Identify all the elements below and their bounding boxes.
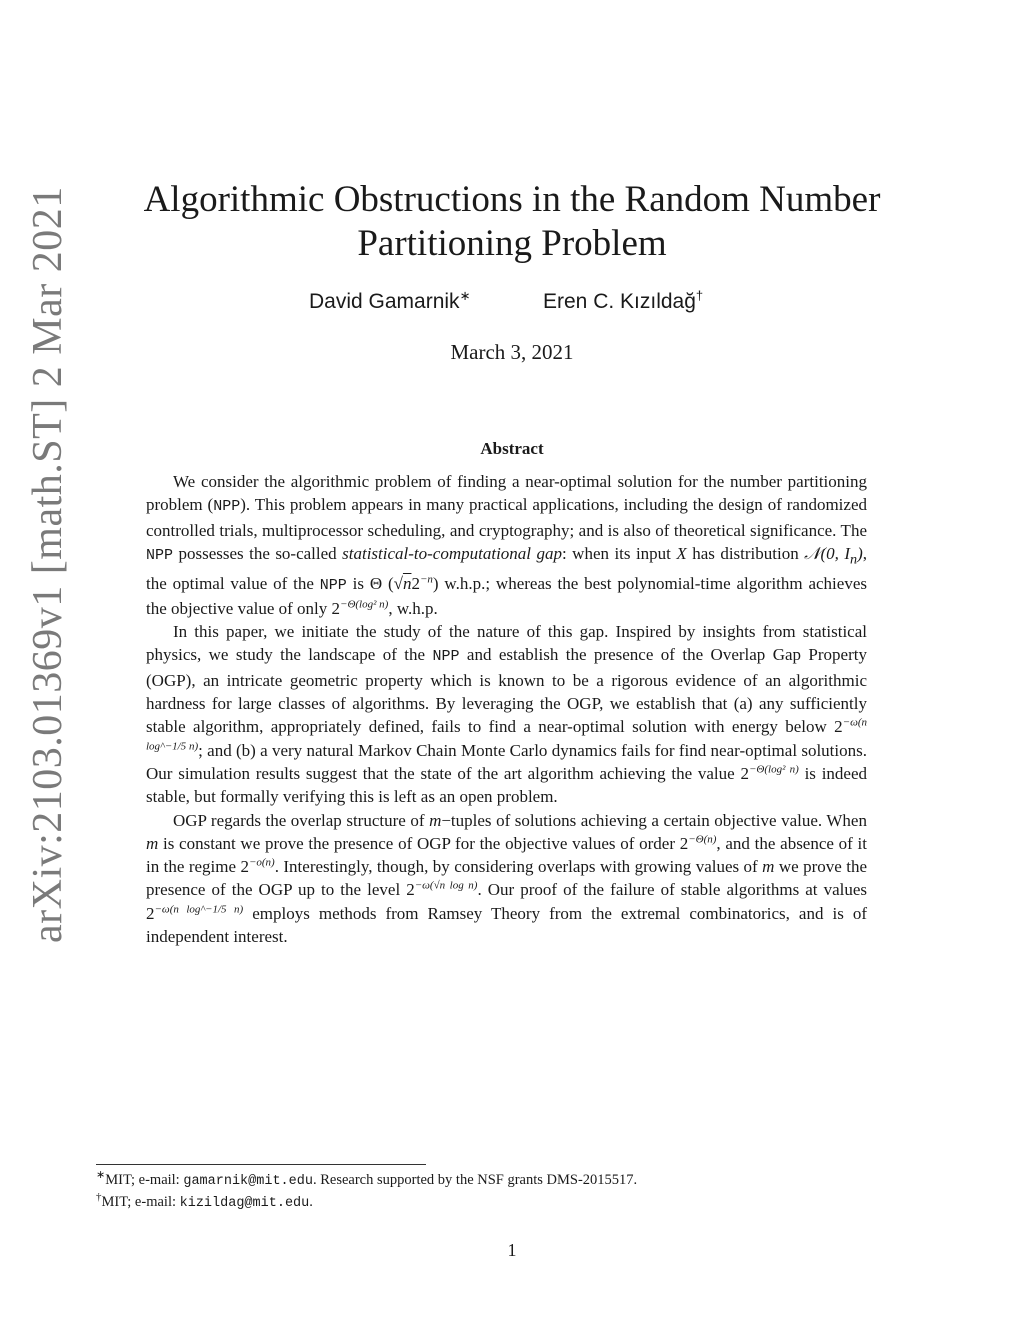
footnote-text: . [309,1194,313,1210]
emphasis-term: statistical-to-computational gap [342,543,562,563]
footnote-mark: ∗ [96,1169,106,1182]
text-run: is constant we prove the presence of OGP for the objective values of order 2 [158,833,689,853]
npp-term: NPP [319,576,347,594]
text-run: is Θ (√ [346,573,403,593]
text-run: . Our proof of the failure of stable algorithms at values 2 [146,880,868,923]
text-run: We consider the algorithmic problem of finding a near-optimal solution for the number partitioning problem ( [146,472,867,515]
page-number: 1 [507,1240,517,1260]
email-link[interactable]: gamarnik@mit.edu [183,1174,313,1189]
text-run: possesses the so-called [173,543,343,563]
math-variable: m [146,833,159,853]
math-variable: m [429,810,442,830]
math-exponent: −Θ(log² n) [748,763,799,776]
paper-title: Algorithmic Obstructions in the Random Number Partitioning Problem [143,179,881,264]
text-run: ) w.h.p.; whereas the best polynomial-time algorithm achieves the objective value of only 2 [146,573,867,618]
text-run: −tuples of solutions achieving a certain objective value. When [441,810,867,830]
text-run: , w.h.p. [388,598,438,618]
math-exponent: −Θ(log² n) [340,598,389,611]
text-run: . Interestingly, though, by considering overlaps with growing values of [274,857,763,877]
math-variable: X [676,543,687,563]
math-variable: n [402,573,412,593]
text-run: In this paper, we initiate the study of the nature of this gap. Inspired by insights from statistical physics, we study the landscape of the [146,622,867,665]
math-exponent: −n [419,572,433,585]
footnote-mark: † [96,1191,102,1204]
text-run: ). This problem appears in many practical applications, including the design of randomized controlled trials, multiprocessor scheduling, and cryptography; and is also of theoretical significance. The [146,495,867,540]
footnote-text: MIT; e-mail: [105,1172,184,1188]
author-footnote-mark: ∗ [459,288,471,303]
author-footnote-mark: † [695,288,704,303]
abstract-heading: Abstract [480,439,544,458]
paper-date: March 3, 2021 [450,340,574,364]
abstract-body [146,470,867,948]
arxiv-identifier: arXiv:2103.01369v1 [math.ST] 2 Mar 2021 [25,186,71,943]
text-run: , and the absence of it in the regime 2 [146,833,867,877]
math-exponent: −ω(√n log n) [414,879,478,892]
text-run: OGP regards the overlap structure of [173,810,430,830]
email-link[interactable]: kizildag@mit.edu [179,1196,310,1211]
author-name: Eren C. Kızıldağ [543,290,696,313]
text-run: has distribution [686,543,805,563]
math-exponent: −ω(n log^−1/5 n) [154,903,244,916]
text-run: is indeed stable, but formally verifying this is left as an open problem. [146,763,868,807]
footnote-2 [96,1192,926,1214]
math-exponent: −ω(n log^−1/5 n) [146,716,867,752]
npp-term: NPP [213,498,241,516]
footnote-rule [96,1164,426,1165]
npp-term: NPP [146,546,174,564]
math-distribution [804,543,863,568]
abstract-paragraph-3 [146,809,867,949]
math-variable: m [762,857,775,877]
author-1 [309,290,470,314]
math-subscript: n [850,551,858,568]
footnote-text: MIT; e-mail: [101,1194,180,1210]
text-run: employs methods from Ramsey Theory from the extremal combinatorics, and is of independent interest. [146,903,867,947]
author-name: David Gamarnik [309,290,460,313]
text-run: ; and (b) a very natural Markov Chain Monte Carlo dynamics fails for find near-optimal solutions. Our simulation results suggest that the state of the art algorithm achieving the value 2 [146,740,867,783]
math-text: 𝒩(0, I [804,543,850,563]
footnotes [96,1170,926,1214]
footnote-text: . Research supported by the NSF grants DMS-2015517. [312,1172,638,1188]
text-run: we prove the presence of the OGP up to the level 2 [146,857,867,900]
footnote-1 [96,1170,926,1192]
math-exponent: −o(n) [248,856,275,869]
text-run: , the optimal value of the [146,543,867,593]
text-run: : when its input [561,543,677,563]
abstract-paragraph-1 [146,470,867,620]
abstract-paragraph-2 [146,620,867,808]
text-run: and establish the presence of the Overlap Gap Property (OGP), an intricate geometric property which is known to be a rigorous evidence of an algorithmic hardness for large classes of algorithms. By leveraging the OGP, we establish that (a) any sufficiently stable algorithm, appropriately defined, fails to find a near-optimal solution with energy below 2 [146,645,867,737]
author-2 [543,290,703,314]
math-text: ) [857,543,863,563]
npp-term: NPP [432,648,460,666]
math-exponent: −Θ(n) [688,833,717,846]
math-text: 2 [411,573,420,593]
